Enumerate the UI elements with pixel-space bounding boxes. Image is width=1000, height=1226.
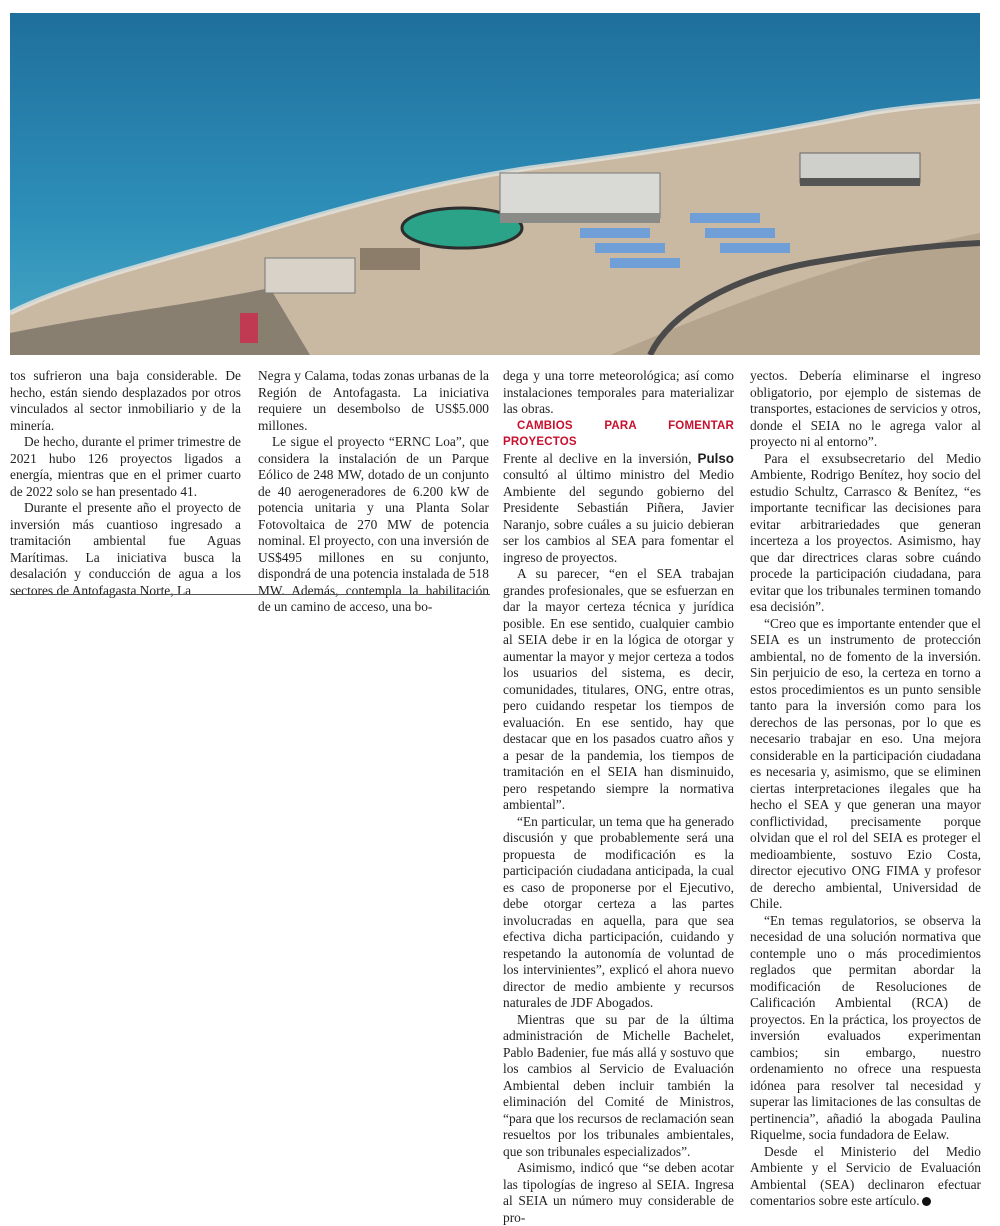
paragraph: “En particular, un tema que ha generado discusión y que probablemente será una propuesta de modificación es la participación ciudadana anticipada, la cual es caso de proponerse por el Ejecutivo, debe otorgar certeza a las partes involucradas en aquella, para que sea efectiva dicha participación, cuidando y respetando la autonomía de voluntad de los intervinientes”, explicó el ahora nuevo director de medio ambiente y recursos naturales de JDF Abogados. <box>503 813 734 1010</box>
article-column-1 <box>10 368 241 599</box>
paragraph: Para el exsubsecretario del Medio Ambiente, Rodrigo Benítez, hoy socio del estudio Schultz, Carrasco & Benítez, “es importante tecnificar las decisiones para evitar arbitrariedades que generan incerteza a los proyectos. Asimismo, hay que dar directrices claras sobre cuándo procede la participación ciudadana, para evitar que los tribunales terminen tomando esa decisión”. <box>750 450 981 614</box>
brand-name: Pulso <box>697 450 734 466</box>
paragraph: “Creo que es importante entender que el SEIA es un instrumento de protección ambiental, no de fomento de la inversión. Sin perjuicio de eso, la certeza en torno a estos procedimientos es un punto sensible tanto para la inversión como para los derechos de las personas, por lo que es necesario trabajar en eso. Una mejora considerable en la participación ciudadana es necesaria y, asimismo, que se eliminen ciertas interpretaciones ilegales que ha hecho el SEA y que generan una mayor conflictividad, precisamente porque olvidan que el rol del SEIA es proteger el medioambiente, sostuvo Ezio Costa, director ejecutivo ONG FIMA y profesor de derecho ambiental, Universidad de Chile. <box>750 615 981 911</box>
paragraph: tos sufrieron una baja considerable. De hecho, están siendo desplazados por otros vinculados al sector inmobiliario y de la minería. <box>10 368 241 433</box>
paragraph: “En temas regulatorios, se observa la necesidad de una solución normativa que contemple uno o más procedimientos reglados que permitan abordar la modificación de Resoluciones de Calificación Ambiental (RCA) de proyectos. En la práctica, los proyectos de inversión evaluados experimentan cambios; sin embargo, nuestro ordenamiento no ofrece una respuesta idónea para resolver tal necesidad y superar las limitaciones de las consultas de pertinencia”, añadió la abogada Paulina Riquelme, socia fundadora de Eelaw. <box>750 912 981 1142</box>
column-divider-rule <box>10 594 490 595</box>
article-column-4 <box>750 368 981 1210</box>
paragraph: yectos. Debería eliminarse el ingreso obligatorio, por ejemplo de sistemas de transportes, estaciones de servicios y otros, donde el SEIA no le agrega valor al proyecto ni al entorno”. <box>750 368 981 449</box>
section-subheading: CAMBIOS PARA FOMENTAR PROYECTOS <box>503 419 734 448</box>
paragraph: Negra y Calama, todas zonas urbanas de la Región de Antofagasta. La iniciativa requiere un desembolso de US$5.000 millones. <box>258 368 489 433</box>
text-run: Frente al declive en la inversión, <box>503 450 698 466</box>
paragraph: Asimismo, indicó que “se deben acotar las tipologías de ingreso al SEIA. Ingresa al SEIA un número muy considerable de pro- <box>503 1160 734 1225</box>
desalination-plant-illustration <box>10 13 980 355</box>
paragraph: Durante el presente año el proyecto de inversión más cuantioso ingresado a tramitación ambiental fue Aguas Marítimas. La iniciativa busca la desalación y conducción de agua a los sectores de Antofagasta Norte, La <box>10 500 241 598</box>
paragraph: A su parecer, “en el SEA trabajan grandes profesionales, que se esfuerzan en dar la mayor certeza técnica y jurídica posible. En ese sentido, cualquier cambio al SEIA debe ir en la lógica de otorgar y aumentar la mayor y mejor certeza a todos los usuarios del sistema, es decir, comunidades, titulares, ONG, entre otras, pero cuidando respetar los tiempos de evaluación. En ese sentido, hay que destacar que en los pasados cuatro años y a pesar de la pandemia, los tiempos de tramitación en el SEIA han disminuido, pero respetando siempre la normativa ambiental”. <box>503 566 734 812</box>
article-column-3 <box>503 368 734 1226</box>
article-photo <box>10 13 980 355</box>
text-run: consultó al último ministro del Medio Ambiente del segundo gobierno del Presidente Sebastián Piñera, Javier Naranjo, sobre cuáles a su juicio debieran ser los cambios al SEA para fomentar el ingreso de proyectos. <box>503 467 734 565</box>
paragraph <box>750 1144 981 1210</box>
paragraph: De hecho, durante el primer trimestre de 2021 hubo 126 proyectos ligados a energía, mientras que en el primer cuarto de 2022 solo se han presentado 41. <box>10 434 241 499</box>
paragraph: Mientras que su par de la última administración de Michelle Bachelet, Pablo Badenier, fue más allá y sostuvo que los cambios al Servicio de Evaluación Ambiental deben incluir también la eliminación del Comité de Ministros, “para que los recursos de reclamación sean resueltos por los tribunales ambientales, que son tribunales especializados”. <box>503 1011 734 1159</box>
text-run: Desde el Ministerio del Medio Ambiente y el Servicio de Evaluación Ambiental (SEA) declinaron efectuar comentarios sobre este artículo. <box>750 1143 981 1208</box>
article-column-2 <box>258 368 489 616</box>
end-of-article-icon <box>922 1197 931 1206</box>
paragraph: dega y una torre meteorológica; así como instalaciones temporales para materializar las obras. <box>503 368 734 416</box>
paragraph: Le sigue el proyecto “ERNC Loa”, que considera la instalación de un Parque Eólico de 248 MW, dotado de un conjunto de 40 aerogeneradores de 6.200 kW de potencia unitaria y una Planta Solar Fotovoltaica de 270 MW de potencia nominal. El proyecto, con una inversión de US$495 millones en su conjunto, dispondrá de una potencia instalada de 518 MW. Además, contempla la habilitación de un camino de acceso, una bo- <box>258 434 489 614</box>
paragraph <box>503 451 734 567</box>
